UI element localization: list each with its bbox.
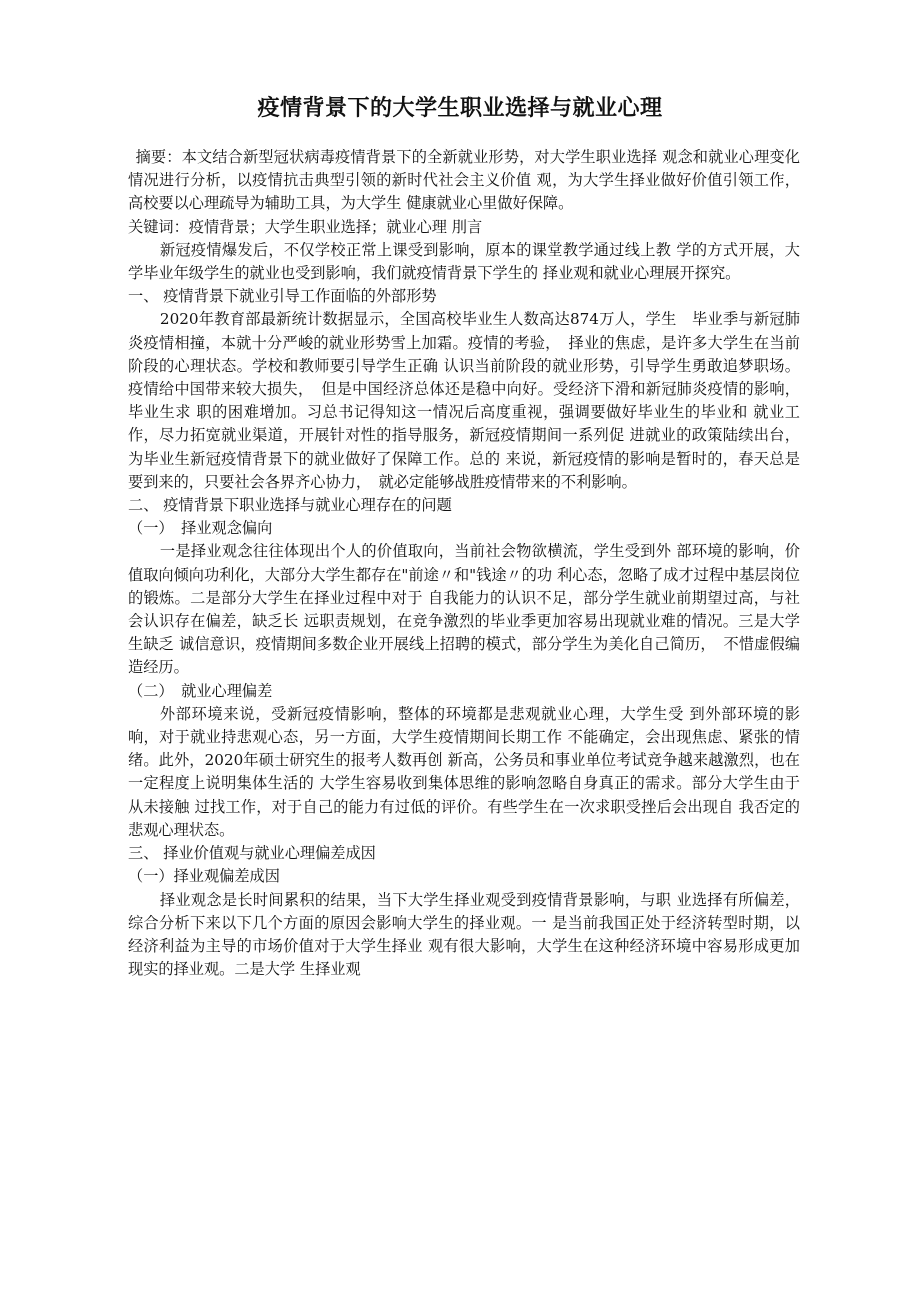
section-2-heading: 二、 疫情背景下职业选择与就业心理存在的问题: [128, 496, 452, 515]
subsection-2-1-paragraph: 一是择业观念往往体现出个人的价值取向，当前社会物欲横流，学生受到外 部环境的影响，价值取向倾向功利化，大部分大学生都存在"前途〃和"钱途〃的功 利心态，忽略了成才过程中基层岗位的锻炼。二是部分大学生在择业过程中对于 自我能力的认识不足，部分学生就业前期望过高，与社会认识存在偏差，缺乏长 远职责规划，在竞争激烈的毕业季更加容易出现就业难的情况。三是大学生缺乏 诚信意识，疫情期间多数企业开展线上招聘的模式，部分学生为美化自己简历， 不惜虚假编造经历。: [128, 542, 800, 677]
document-body: [128, 146, 800, 981]
document-title: 疫情背景下的大学生职业选择与就业心理: [257, 95, 663, 121]
keywords-line: 关键词：疫情背景；大学生职业选择；就业心理 刖言: [128, 217, 483, 236]
subsection-2-2-heading: （二） 就业心理偏差: [128, 681, 273, 700]
abstract-paragraph: 摘要：本文结合新型冠状病毒疫情背景下的全新就业形势，对大学生职业选择 观念和就业心理变化情况进行分析，以疫情抗击典型引领的新时代社会主义价值 观，为大学生择业做好价值引领工作，高校要以心理疏导为辅助工具，为大学生 健康就业心里做好保障。: [128, 148, 800, 213]
section-1-paragraph: 2020年教育部最新统计数据显示，全国高校毕业生人数高达874万人，学生 毕业季与新冠肺炎疫情相撞，本就十分严峻的就业形势雪上加霜。疫情的考验， 择业的焦虑，是许多大学生在当前阶段的心理状态。学校和教师要引导学生正确 认识当前阶段的就业形势，引导学生勇敢追梦职场。疫情给中国带来较大损失， 但是中国经济总体还是稳中向好。受经济下滑和新冠肺炎疫情的影响，毕业生求 职的困难增加。习总书记得知这一情况后高度重视，强调要做好毕业生的毕业和 就业工作，尽力拓宽就业渠道，开展针对性的指导服务，新冠疫情期间一系列促 进就业的政策陆续出台，为毕业生新冠疫情背景下的就业做好了保障工作。总的 来说，新冠疫情的影响是暂时的，春天总是要到来的，只要社会各界齐心协力， 就必定能够战胜疫情带来的不利影响。: [128, 310, 800, 491]
subsection-3-1-paragraph: 择业观念是长时间累积的结果，当下大学生择业观受到疫情背景影响，与职 业选择有所偏差，综合分析下来以下几个方面的原因会影响大学生的择业观。一 是当前我国正处于经济转型时期，以经济利益为主导的市场价值对于大学生择业 观有很大影响，大学生在这种经济环境中容易形成更加现实的择业观。二是大学 生择业观: [128, 890, 800, 979]
subsection-3-1-heading: （一）择业观偏差成因: [128, 867, 280, 886]
subsection-2-1-heading: （一） 择业观念偏向: [128, 519, 273, 538]
section-3-heading: 三、 择业价值观与就业心理偏差成因: [128, 844, 376, 863]
subsection-2-2-paragraph: 外部环境来说，受新冠疫情影响，整体的环境都是悲观就业心理，大学生受 到外部环境的影响，对于就业持悲观心态，另一方面，大学生疫情期间长期工作 不能确定，会出现焦虑、紧张的情绪。此外，2020年硕士研究生的报考人数再创 新高，公务员和事业单位考试竞争越来越激烈，也在一定程度上说明集体生活的 大学生容易收到集体思维的影响忽略自身真正的需求。部分大学生由于从未接触 过找工作，对于自己的能力有过低的评价。有些学生在一次求职受挫后会出现自 我否定的悲观心理状态。: [128, 704, 800, 839]
intro-paragraph: 新冠疫情爆发后，不仅学校正常上课受到影响，原本的课堂教学通过线上教 学的方式开展，大学毕业年级学生的就业也受到影响，我们就疫情背景下学生的 择业观和就业心理展开探究。: [128, 240, 800, 283]
section-1-heading: 一、 疫情背景下就业引导工作面临的外部形势: [128, 287, 437, 306]
